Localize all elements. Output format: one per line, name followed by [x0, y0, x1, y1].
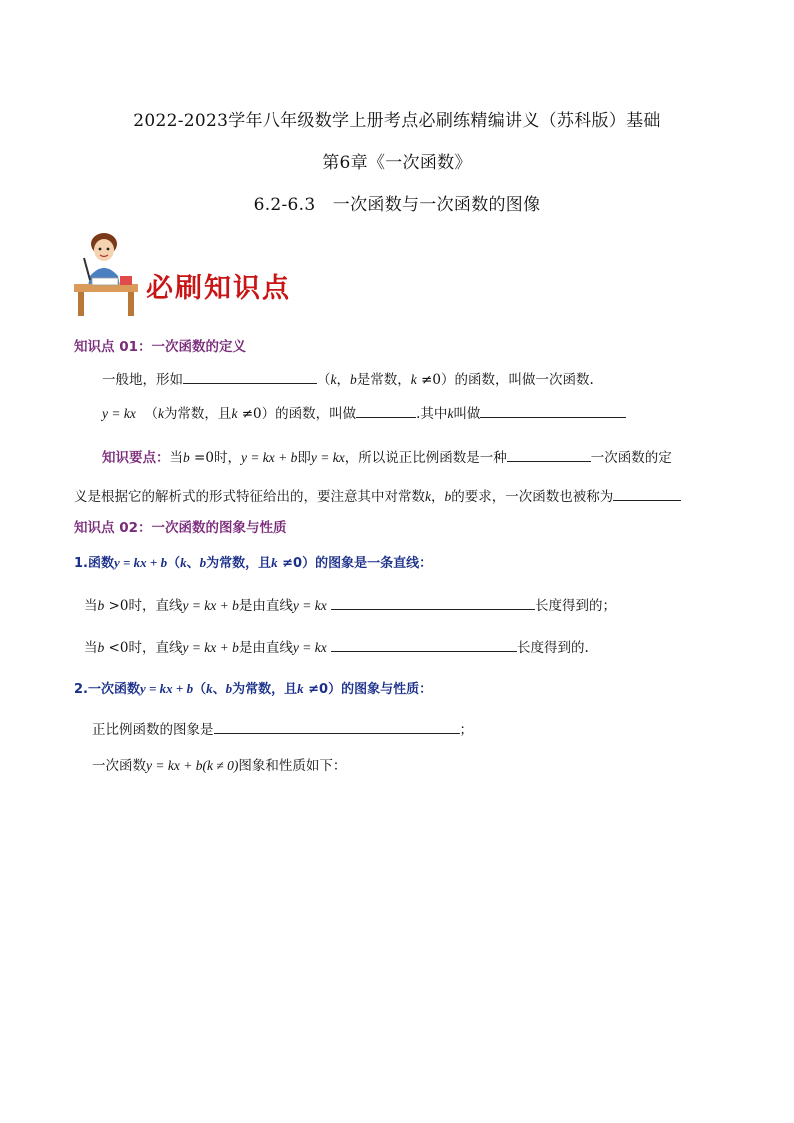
kp1-heading: 知识点 01：一次函数的定义	[74, 339, 246, 355]
kp2-linear-line: 一次函数y = kx + b(k ≠ 0)图象和性质如下：	[92, 758, 347, 774]
kp1-tip-line1: 知识要点：当b =0时，y = kx + b即y = kx，所以说正比例函数是一种 一次函数的定	[102, 450, 672, 466]
student-at-desk-icon	[70, 228, 142, 318]
kp2-heading: 知识点 02：一次函数的图象与性质	[74, 520, 287, 536]
kp2-proportional-line: 正比例函数的图象是 ；	[92, 722, 473, 738]
blank[interactable]	[331, 597, 535, 610]
kp2-case-negative: 当b <0时，直线y = kx + b是由直线y = kx 长度得到的.	[84, 640, 589, 656]
banner-heading: 必刷知识点	[146, 273, 291, 304]
blank[interactable]	[613, 488, 681, 501]
section-title: 6.2-6.3 一次函数与一次函数的图像	[253, 195, 541, 215]
kp1-line1: 一般地，形如 （k，b是常数，k ≠0）的函数，叫做一次函数.	[102, 372, 594, 388]
document-title: 2022-2023学年八年级数学上册考点必刷练精编讲义（苏科版）基础	[133, 111, 661, 131]
blank[interactable]	[331, 639, 517, 652]
kp1-line2: y = kx （k为常数，且k ≠0）的函数，叫做 .其中k叫做	[102, 402, 626, 422]
kp2-sub1: 1.函数y = kx + b（k、b为常数，且k ≠0）的图象是一条直线：	[74, 555, 433, 571]
kp2-sub2: 2.一次函数y = kx + b（k、b为常数，且k ≠0）的图象与性质：	[74, 681, 433, 697]
blank[interactable]	[507, 449, 591, 462]
kp1-tip-line2: 义是根据它的解析式的形式特征给出的，要注意其中对常数k，b的要求，一次函数也被称为	[74, 485, 681, 505]
blank[interactable]	[214, 721, 460, 734]
chapter-title: 第6章《一次函数》	[322, 153, 472, 173]
kp2-case-positive: 当b >0时，直线y = kx + b是由直线y = kx 长度得到的；	[84, 598, 617, 614]
blank[interactable]	[480, 405, 626, 418]
blank[interactable]	[356, 405, 416, 418]
blank[interactable]	[183, 371, 317, 384]
